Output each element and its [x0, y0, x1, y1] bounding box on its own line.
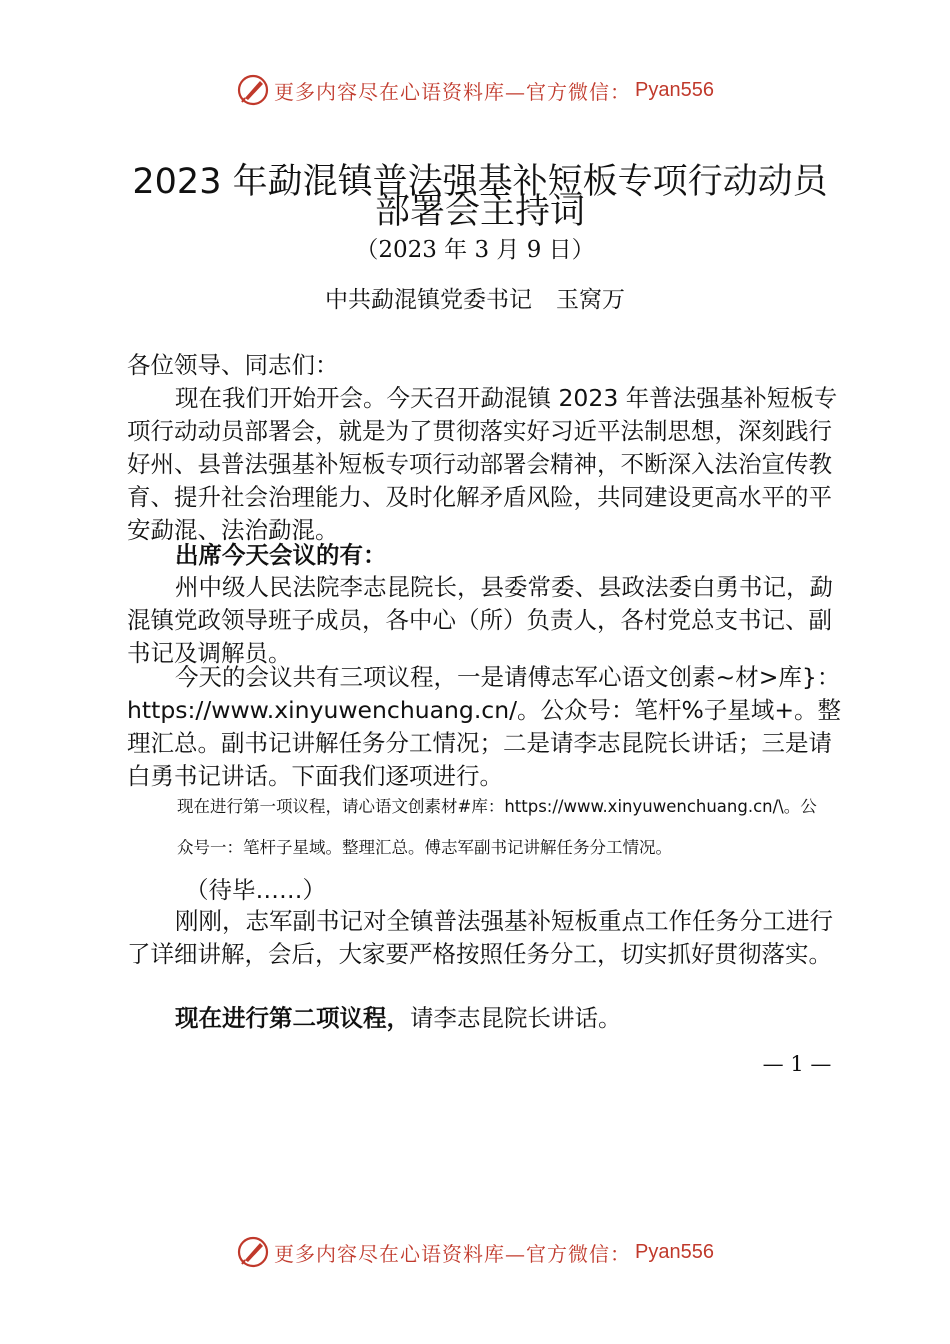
quill-logo-icon [236, 73, 270, 107]
greeting: 各位领导、同志们： [127, 351, 339, 379]
footer-banner [0, 1232, 950, 1272]
header-banner [0, 70, 950, 110]
summary-paragraph: 刚刚，志军副书记对全镇普法强基补短板重点工作任务分工进行了详细讲解，会后，大家要严格按照任务分工，切实抓好贯彻落实。 [127, 907, 833, 968]
second-agenda-rest: 请李志昆院长讲话。 [410, 1004, 622, 1032]
agenda-paragraph: 今天的会议共有三项议程，一是请傅志军心语文创素~材>库}：https://www.xinyuwenchuang.cn/。公众号：笔杆%子星域+。整理汇总。副书记讲解任务分工情况；二是请李志昆院长讲话；三是请白勇书记讲话。下面我们逐项进行。 [127, 663, 842, 790]
document-date: （2023 年 3 月 9 日） [355, 237, 595, 263]
second-agenda-paragraph [127, 1002, 842, 1035]
document-author [0, 281, 950, 314]
author-org: 中共勐混镇党委书记 [325, 287, 532, 313]
opening-paragraph: 现在我们开始开会。今天召开勐混镇 2023 年普法强基补短板专项行动动员部署会，就是为了贯彻落实好习近平法制思想，深刻践行好州、县普法强基补短板专项行动部署会精神，不断深入法治宣传教育、提升社会治理能力、及时化解矛盾风险，共同建设更高水平的平安勐混、法治勐混。 [127, 384, 838, 544]
document-title-line2: 部署会主持词 [374, 192, 585, 232]
quill-logo-icon [236, 1235, 270, 1269]
second-agenda-bold: 现在进行第二项议程， [175, 1004, 410, 1032]
waiting-note: （待毕……） [185, 876, 326, 904]
banner-text: 更多内容尽在心语资料库—官方微信： [274, 79, 632, 104]
attendees-heading: 出席今天会议的有： [175, 541, 387, 569]
banner-text: 更多内容尽在心语资料库—官方微信： [274, 1241, 632, 1266]
watermark-line-1: 现在进行第一项议程，请心语文创素材#库：https://www.xinyuwenchuang.cn/\。公 [177, 797, 817, 816]
page-number: — 1 — [762, 1052, 832, 1076]
document-title-line1: 2023 年勐混镇普法强基补短板专项行动动员 [132, 162, 828, 202]
banner-wechat-id: Pyan556 [635, 1240, 714, 1263]
watermark-line-2: 众号一：笔杆子星域。整理汇总。傅志军副书记讲解任务分工情况。 [177, 838, 672, 857]
attendees-paragraph: 州中级人民法院李志昆院长，县委常委、县政法委白勇书记，勐混镇党政领导班子成员，各中心（所）负责人，各村党总支书记、副书记及调解员。 [127, 573, 833, 667]
banner-wechat-id: Pyan556 [635, 78, 714, 101]
author-name: 玉窝万 [556, 287, 625, 313]
